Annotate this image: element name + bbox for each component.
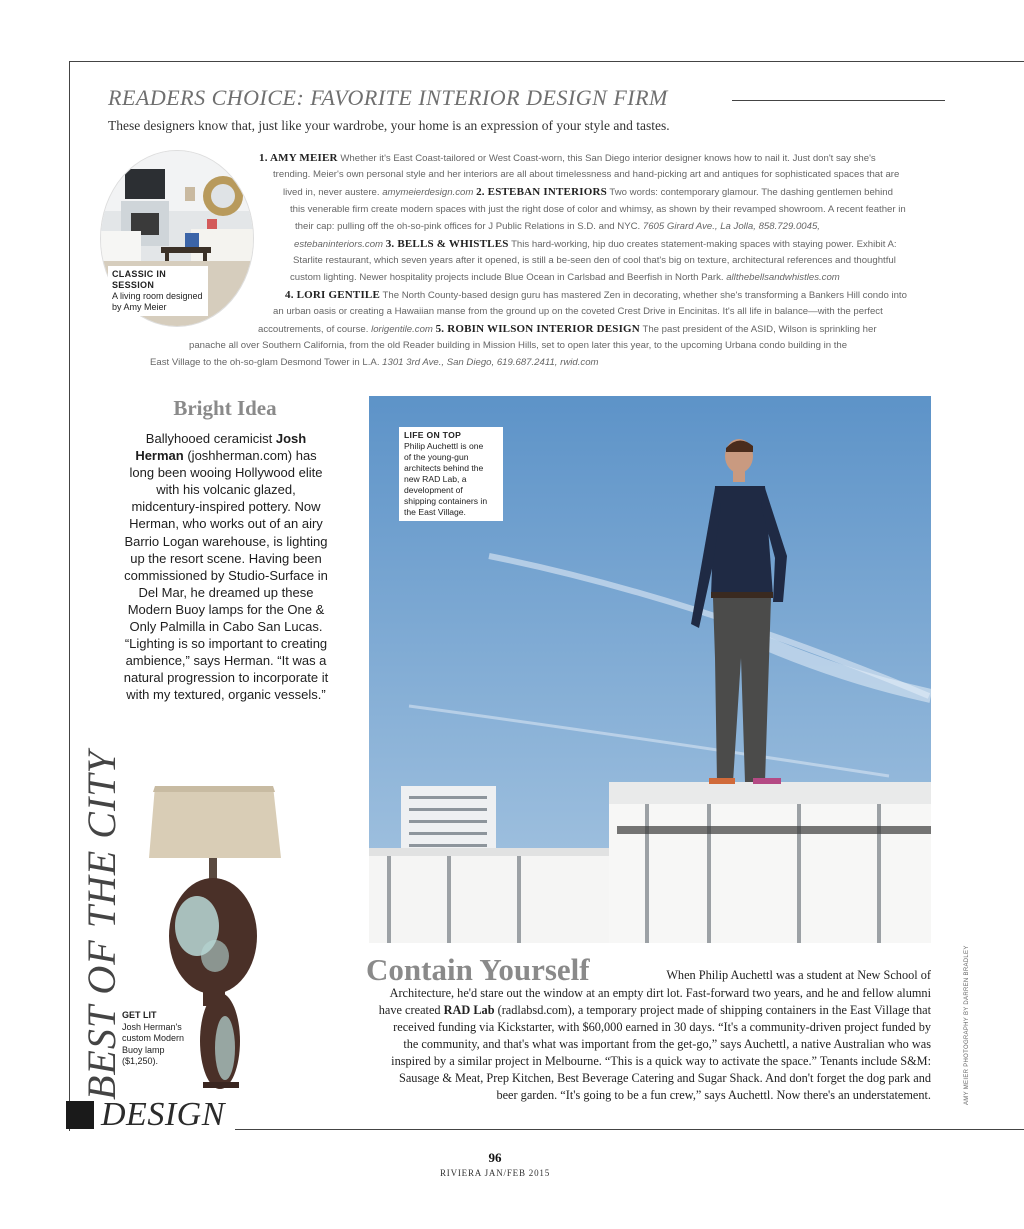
- caption-line: by Amy Meier: [112, 302, 167, 312]
- firm-text-line: [290, 203, 906, 217]
- title-rule: [732, 100, 945, 101]
- firm-text-line: [189, 339, 847, 353]
- ceramicist-name: Josh Herman: [135, 431, 307, 464]
- caption-line: development of: [404, 485, 463, 495]
- article-line: Architecture, he'd stare out the window at an empty dirt lot. Fast-forward two years, and he and fellow alumni: [389, 986, 931, 1000]
- firm-text: panache all over Southern California, from the old Reader building in Mission Hills, set to open later this year, to the upcoming Urbana condo building in the: [189, 340, 848, 351]
- firm-text: accoutrements, of course.: [258, 324, 369, 335]
- caption-line: Philip Auchettl is one: [404, 441, 484, 451]
- article-line: When Philip Auchettl was a student at New School of: [666, 968, 931, 982]
- firm-url: rwid.com: [560, 357, 599, 368]
- firm-text-line: [258, 322, 877, 337]
- caption-line: architects behind the: [404, 463, 484, 473]
- article-line: beer garden. “It's going to be a fun crew,” says Auchettl. Now there's an understatement.: [496, 1088, 931, 1102]
- firm-address: 1301 3rd Ave., San Diego, 619.687.2411,: [382, 357, 558, 368]
- caption-title: LIFE ON TOP: [404, 430, 462, 440]
- firm-text-line: [294, 237, 897, 252]
- firm-text-line: [283, 185, 893, 200]
- firm-name-esteban-interiors: 2. ESTEBAN INTERIORS: [476, 186, 607, 198]
- firm-text: this venerable firm create modern spaces with just the right dose of color and whimsy, as shown by their revamped showroom. A recent feather in: [290, 204, 906, 215]
- publication-footer: RIVIERA JAN/FEB 2015: [439, 1168, 550, 1178]
- frame-top-rule: [69, 61, 1024, 62]
- best-of-the-city-vertical: BEST OF THE CITY: [79, 750, 124, 1100]
- readers-choice-subtitle: These designers know that, just like your wardrobe, your home is an expression of your style and tastes.: [108, 118, 670, 133]
- article-text: (radlabsd.com), a temporary project made of shipping containers in the East Village that: [494, 1003, 931, 1017]
- bright-idea-title: Bright Idea: [173, 396, 277, 420]
- firm-name-robin-wilson: 5. ROBIN WILSON INTERIOR DESIGN: [435, 323, 640, 335]
- firm-text-line: [293, 254, 896, 268]
- body-text: (joshherman.com) has long been wooing Hollywood elite with his volcanic glazed, midcentury-inspired pottery. Now Herman, who works out of an airy Barrio Logan warehouse, is lighting up the resort scene. Having been commissioned by Studio-Surface in Del Mar, he dreamed up these Modern Buoy lamps for the One & Only Palmilla in Cabo San Lucas. “Lighting is so important to creating ambience,” says Herman. “It was a natural progression to incorporate it with my textured, organic vessels.”: [123, 448, 329, 703]
- firm-text-line: [290, 271, 840, 285]
- caption-title: GET LIT: [122, 1010, 157, 1020]
- firm-text-line: [295, 220, 820, 234]
- caption-line: Buoy lamp: [122, 1044, 165, 1055]
- caption-line: of the young-gun: [404, 452, 469, 462]
- caption-line: shipping containers in: [404, 496, 488, 506]
- firm-text: lived in, never austere.: [283, 187, 380, 198]
- frame-left-rule: [69, 61, 70, 1131]
- firm-url: lorigentile.com: [371, 324, 433, 335]
- design-section-label: DESIGN: [101, 1096, 225, 1133]
- firm-name-amy-meier: 1. AMY MEIER: [259, 152, 338, 164]
- frame-bottom-rule: [235, 1129, 1024, 1130]
- contain-yourself-title: Contain Yourself: [366, 952, 590, 987]
- caption-line: A living room designed: [112, 291, 203, 301]
- section-square: [66, 1101, 94, 1129]
- caption-title: CLASSIC IN SESSION: [112, 269, 167, 290]
- readers-choice-title: READERS CHOICE: FAVORITE INTERIOR DESIGN FIRM: [108, 85, 668, 110]
- firm-text-line: [150, 356, 599, 370]
- firm-text: Starlite restaurant, which seven years after it opened, is still a be-seen den of cool that's big on texture, architectural references and thoughtful: [293, 255, 896, 266]
- firm-url: allthebellsandwhistles.com: [726, 272, 840, 283]
- article-line: inspired by a similar project in Melbourne. “This is a quick way to activate the space.” Tenants include S&M:: [391, 1054, 931, 1068]
- article-line: received funding via Kickstarter, with $60,000 earned in 30 days. “It's a community-driven project funded by: [393, 1020, 931, 1034]
- firm-text: trending. Meier's own personal style and her interiors are all about timelessness and hand-picking art and antiques for sophisticated spaces that are: [273, 169, 900, 180]
- caption-line: ($1,250).: [122, 1056, 159, 1066]
- firm-text: The past president of the ASID, Wilson is sprinkling her: [642, 324, 877, 335]
- firm-address: 7605 Girard Ave., La Jolla, 858.729.0045,: [642, 221, 820, 232]
- caption-line: the East Village.: [404, 507, 466, 517]
- life-on-top-caption: [399, 427, 503, 521]
- article-line: Sausage & Meat, Prep Kitchen, Best Beverage Catering and Sugar Shack. And don't forget the dog park and: [399, 1071, 931, 1085]
- firm-text-line: [285, 288, 907, 303]
- article-line: [379, 1002, 931, 1019]
- article-line: the community, and that's what was important from the get-go,” says Auchettl, a native Australian who was: [403, 1037, 931, 1051]
- caption-line: new RAD Lab, a: [404, 474, 467, 484]
- firm-text-line: [273, 168, 899, 182]
- article-text: have created: [378, 1003, 444, 1017]
- firm-text: The North County-based design guru has mastered Zen in decorating, whether she's transforming a Bankers Hill condo into: [382, 290, 907, 301]
- rad-lab-name: RAD Lab: [443, 1003, 495, 1017]
- firm-text: East Village to the oh-so-glam Desmond Tower in L.A.: [150, 357, 380, 368]
- firm-url: estebaninteriors.com: [294, 239, 384, 250]
- firm-text-line: [273, 305, 883, 319]
- bright-idea-body: [122, 430, 330, 704]
- firm-text: custom lighting. Newer hospitality projects include Blue Ocean in Carlsbad and Beerfish in North Park.: [290, 272, 724, 283]
- body-text: Ballyhooed ceramicist: [145, 431, 276, 446]
- firm-text: an urban oasis or creating a Hawaiian manse from the ground up on the coveted Crest Drive in Encinitas. It's all life in balance—with the perfect: [273, 306, 883, 317]
- page-number: 96: [488, 1150, 502, 1165]
- caption-line: custom Modern: [122, 1033, 185, 1043]
- firm-text: their cap: pulling off the oh-so-pink offices for J Public Relations in S.D. and NYC.: [295, 221, 641, 232]
- firm-name-lori-gentile: 4. LORI GENTILE: [285, 289, 380, 301]
- firm-text: This hard-working, hip duo creates statement-making spaces with staying power. Exhibit A:: [511, 239, 897, 250]
- firm-text: Two words: contemporary glamour. The dashing gentlemen behind: [609, 187, 893, 198]
- get-lit-caption: [122, 1010, 192, 1068]
- classic-in-session-caption: [108, 266, 208, 316]
- firm-url: amymeierdesign.com: [382, 187, 474, 198]
- firm-name-bells-whistles: 3. BELLS & WHISTLES: [385, 238, 509, 250]
- firm-text: Whether it's East Coast-tailored or West Coast-worn, this San Diego interior designer knows how to nail it. Just don't say she's: [340, 153, 876, 164]
- photo-credit: AMY MEIER PHOTOGRAPHY BY DARREN BRADLEY: [964, 945, 970, 1105]
- caption-line: Josh Herman's: [122, 1021, 182, 1032]
- firm-text-line: [259, 151, 876, 166]
